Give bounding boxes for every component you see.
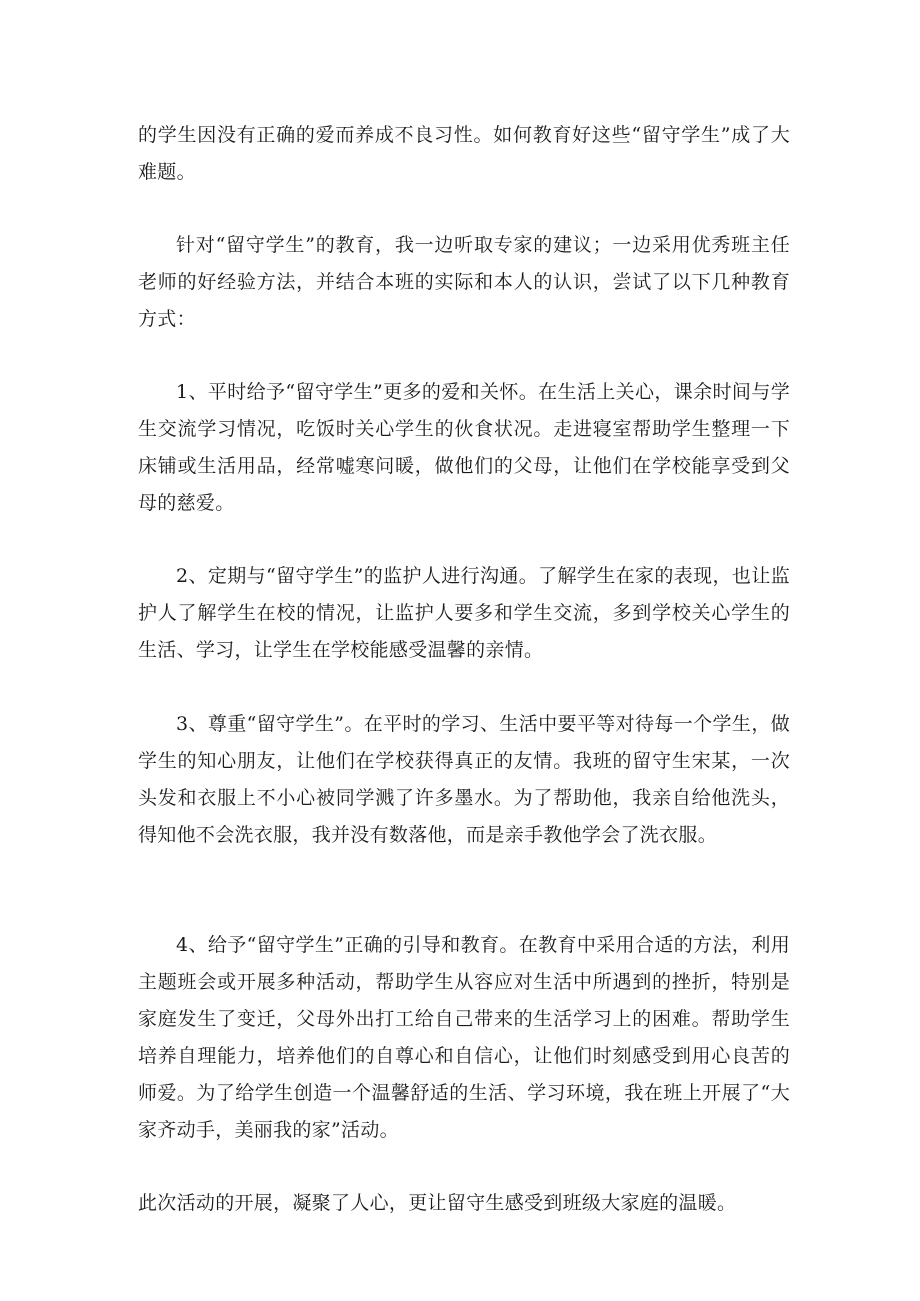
paragraph-item-3: 3、尊重“留守学生”。在平时的学习、生活中要平等对待每一个学生，做学生的知心朋友，让他们在学校获得真正的友情。我班的留守生宋某，一次头发和衣服上不小心被同学溅了许多墨水。为了帮助他，我亲自给他洗头，得知他不会洗衣服，我并没有数落他，而是亲手教他学会了洗衣服。 bbox=[138, 713, 790, 846]
paragraph-item-1: 1、平时给予“留守学生”更多的爱和关怀。在生活上关心，课余时间与学生交流学习情况，吃饭时关心学生的伙食状况。走进寝室帮助学生整理一下床铺或生活用品，经常嘘寒问暖，做他们的父母，让他们在学校能享受到父母的慈爱。 bbox=[138, 381, 790, 514]
paragraph-intro: 针对“留守学生”的教育，我一边听取专家的建议；一边采用优秀班主任老师的好经验方法，并结合本班的实际和本人的认识，尝试了以下几种教育方式： bbox=[138, 234, 790, 330]
paragraph-conclusion: 此次活动的开展，凝聚了人心，更让留守生感受到班级大家庭的温暖。 bbox=[138, 1192, 737, 1214]
paragraph-continuation: 的学生因没有正确的爱而养成不良习性。如何教育好这些“留守学生”成了大难题。 bbox=[138, 124, 790, 183]
paragraph-item-4: 4、给予“留守学生”正确的引导和教育。在教育中采用合适的方法，利用主题班会或开展多种活动，帮助学生从容应对生活中所遇到的挫折，特别是家庭发生了变迁，父母外出打工给自己带来的生活学习上的困难。帮助学生培养自理能力，培养他们的自尊心和自信心，让他们时刻感受到用心良苦的师爱。为了给学生创造一个温馨舒适的生活、学习环境，我在班上开展了“大家齐动手，美丽我的家”活动。 bbox=[138, 934, 790, 1141]
paragraph-item-2: 2、定期与“留守学生”的监护人进行沟通。了解学生在家的表现，也让监护人了解学生在校的情况，让监护人要多和学生交流，多到学校关心学生的生活、学习，让学生在学校能感受温馨的亲情。 bbox=[138, 565, 790, 661]
